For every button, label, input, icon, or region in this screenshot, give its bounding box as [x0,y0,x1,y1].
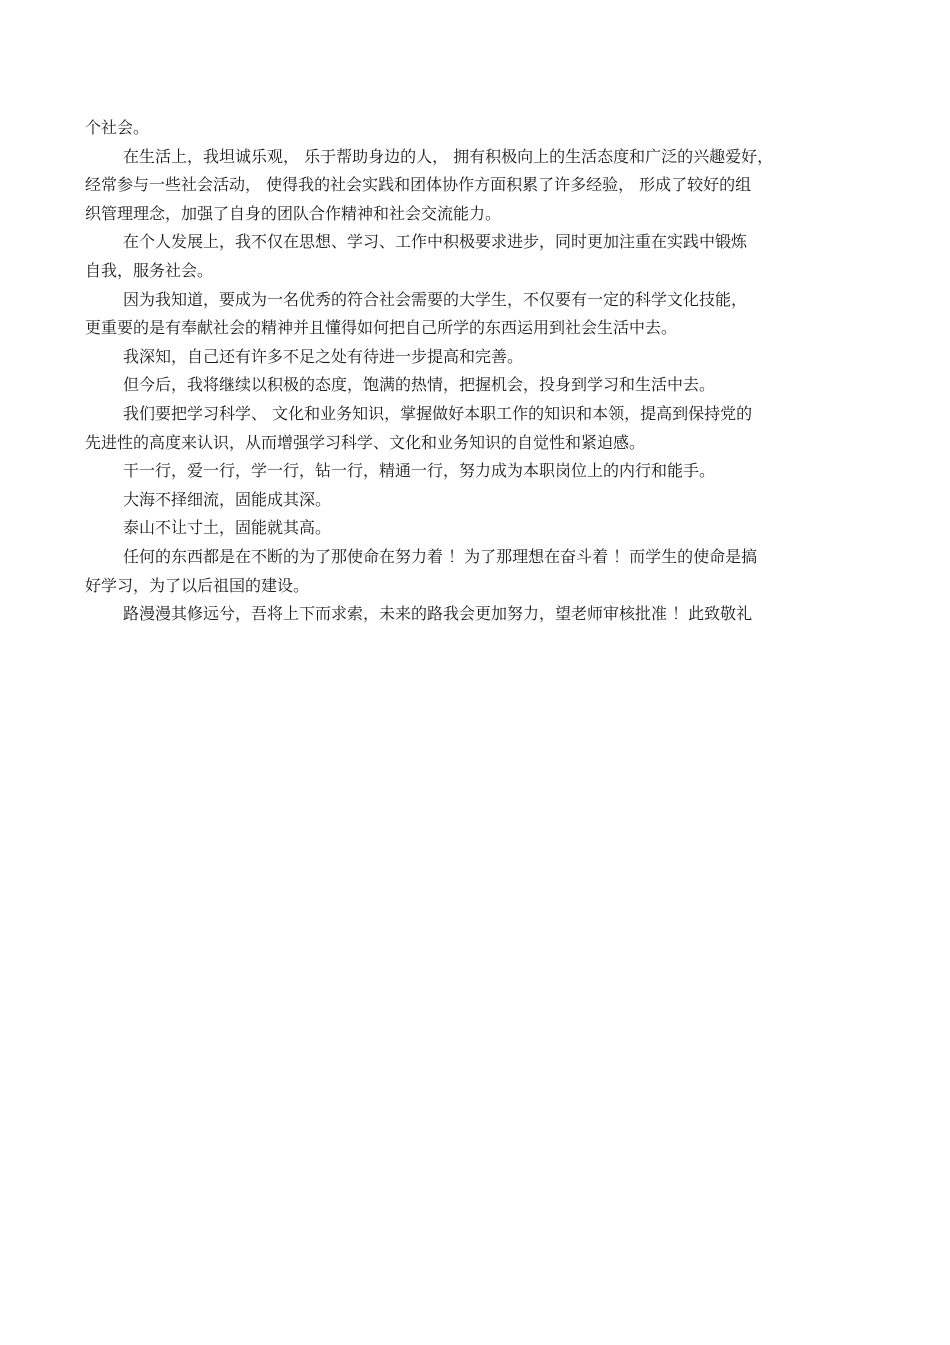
paragraph [85,514,860,543]
paragraph-line: 大海不择细流，固能成其深。 [123,489,332,509]
paragraph [85,343,860,372]
paragraph-line: 路漫漫其修远兮，吾将上下而求索，未来的路我会更加努力，望老师审核批准 ！此致敬礼 [123,604,753,624]
paragraph-line: 好学习，为了以后祖国的建设。 [85,575,310,595]
paragraph-line: 在个人发展上，我不仅在思想、学习、工作中积极要求进步，同时更加注重在实践中锻炼 [123,232,748,252]
paragraph-line: 干一行，爱一行，学一行，钻一行，精通一行，努力成为本职岗位上的内行和能手。 [123,461,716,481]
paragraph [85,543,860,600]
paragraph-line: 但今后，我将继续以积极的态度，饱满的热情，把握机会，投身到学习和生活中去。 [123,375,716,395]
paragraph-line: 我深知，自己还有许多不足之处有待进一步提高和完善。 [123,346,524,366]
paragraph-line: 织管理理念，加强了自身的团队合作精神和社会交流能力。 [85,203,502,223]
paragraph-line: 先进性的高度来认识，从而增强学习科学、文化和业务知识的自觉性和紧迫感。 [85,432,646,452]
paragraph-line: 因为我知道，要成为一名优秀的符合社会需要的大学生，不仅要有一定的科学文化技能， [123,289,748,309]
paragraph-line: 经常参与一些社会活动， 使得我的社会实践和团体协作方面积累了许多经验， 形成了较好的组 [85,175,752,195]
paragraph-line: 任何的东西都是在不断的为了那使命在努力着 ！为了那理想在奋斗着 ！而学生的使命是搞 [123,546,758,566]
paragraph-line: 在生活上，我坦诚乐观， 乐于帮助身边的人， 拥有积极向上的生活态度和广泛的兴趣爱好， [123,146,774,166]
paragraph [85,114,860,143]
paragraph [85,286,860,343]
paragraph-line: 更重要的是有奉献社会的精神并且懂得如何把自己所学的东西运用到社会生活中去。 [85,318,678,338]
paragraph [85,400,860,457]
paragraph [85,228,860,285]
paragraph [85,371,860,400]
paragraph [85,143,860,229]
paragraph [85,457,860,486]
paragraph [85,600,860,629]
paragraph-line: 泰山不让寸土，固能就其高。 [123,518,332,538]
paragraph-line: 自我，服务社会。 [85,260,214,280]
document-body [85,114,860,629]
paragraph-line: 个社会。 [85,118,150,137]
paragraph-line: 我们要把学习科学、 文化和业务知识，掌握做好本职工作的知识和本领，提高到保持党的 [123,403,753,423]
paragraph [85,486,860,515]
